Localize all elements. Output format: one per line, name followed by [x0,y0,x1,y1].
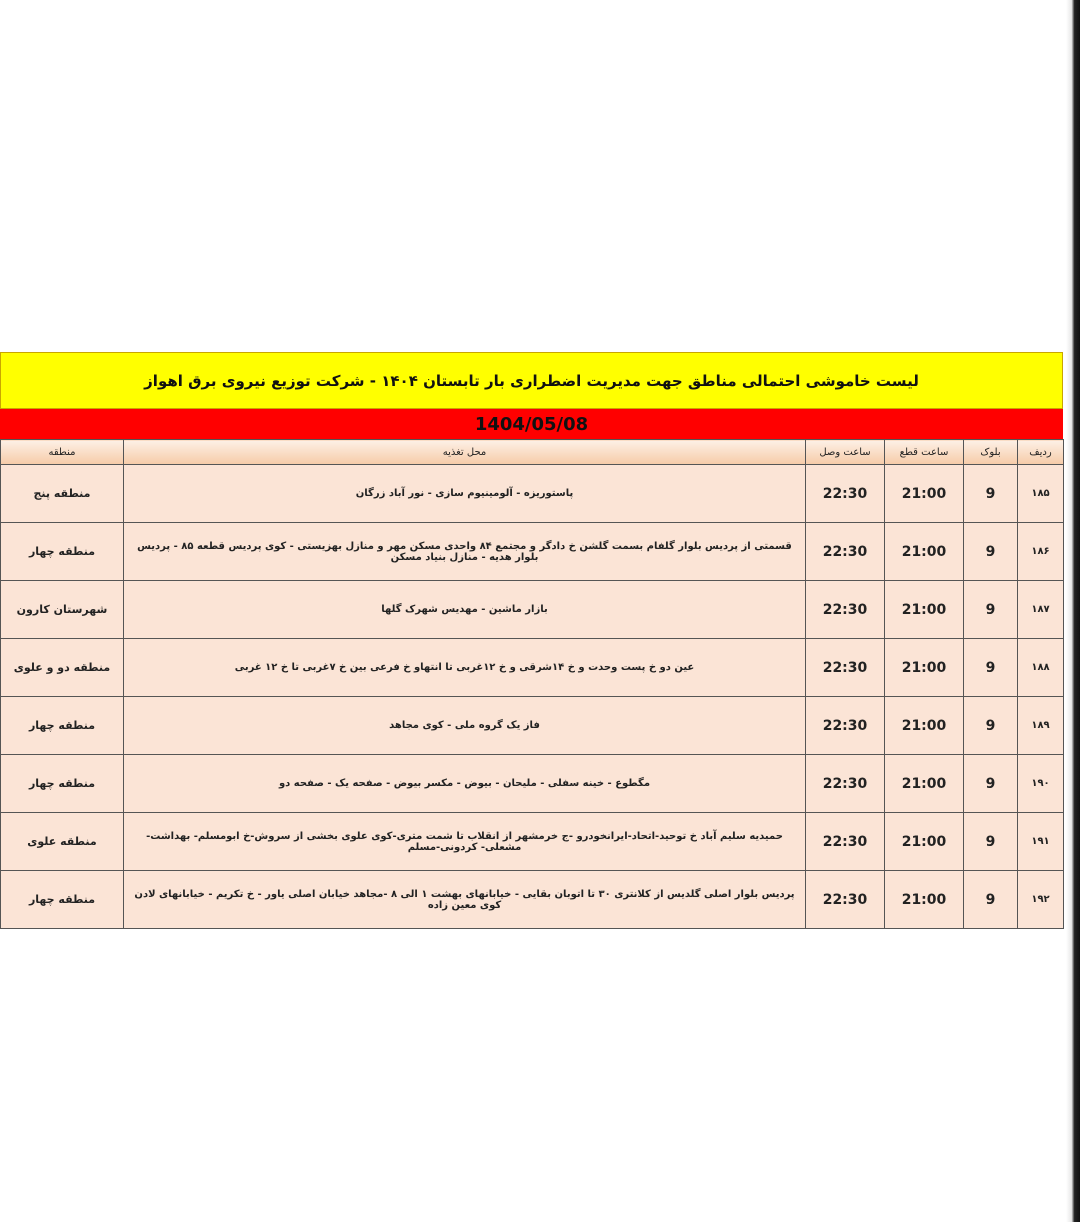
table-row [1,755,1064,813]
cell-block: 9 [964,697,1018,755]
col-block: بلوک [964,440,1018,465]
cell-block: 9 [964,639,1018,697]
cell-row-number: ۱۸۷ [1018,581,1064,639]
cell-region: منطقه پنج [1,465,124,523]
table-row [1,581,1064,639]
col-row: ردیف [1018,440,1064,465]
cell-block: 9 [964,871,1018,929]
cell-location: پردیس بلوار اصلی گلدیس از کلانتری ۳۰ تا اتوبان بقایی - خیابانهای بهشت ۱ الی ۸ -مجاهد خیابان اصلی یاور - خ تکریم - خیابانهای لادن کوی معین زاده [124,871,806,929]
cell-region: منطقه علوی [1,813,124,871]
cell-cut-time: 21:00 [885,465,964,523]
cell-restore-time: 22:30 [806,697,885,755]
cell-block: 9 [964,523,1018,581]
cell-location: پاستوریزه - آلومینیوم سازی - نور آباد زرگان [124,465,806,523]
outage-sheet [0,352,1063,929]
col-location: محل تغذیه [124,440,806,465]
cell-block: 9 [964,581,1018,639]
outage-table [0,439,1064,929]
cell-region: منطقه چهار [1,697,124,755]
table-header [1,440,1064,465]
cell-restore-time: 22:30 [806,523,885,581]
cell-region: منطقه چهار [1,755,124,813]
screen-edge [1066,0,1080,1222]
cell-cut-time: 21:00 [885,813,964,871]
cell-row-number: ۱۹۱ [1018,813,1064,871]
cell-region: منطقه چهار [1,871,124,929]
table-row [1,697,1064,755]
cell-row-number: ۱۸۶ [1018,523,1064,581]
cell-location: حمیدیه سلیم آباد خ توحید-اتحاد-ایرانخودرو -ج خرمشهر از انقلاب تا شمت متری-کوی علوی بخشی از سروش-خ ابومسلم- بهداشت- مشعلی- کردونی-مسلم [124,813,806,871]
col-restore-time: ساعت وصل [806,440,885,465]
cell-restore-time: 22:30 [806,581,885,639]
cell-location: قسمتی از پردیس بلوار گلفام بسمت گلشن خ دادگر و مجتمع ۸۴ واحدی مسکن مهر و منازل بهزیستی - کوی پردیس قطعه ۸۵ - پردیس بلوار هدیه - منازل بنیاد مسکن [124,523,806,581]
cell-location: بازار ماشین - مهدیس شهرک گلها [124,581,806,639]
table-row [1,465,1064,523]
cell-cut-time: 21:00 [885,871,964,929]
cell-location: مگطوع - خینه سفلی - ملیحان - بیوض - مکسر بیوض - صفحه یک - صفحه دو [124,755,806,813]
cell-row-number: ۱۸۵ [1018,465,1064,523]
table-row [1,523,1064,581]
cell-block: 9 [964,755,1018,813]
cell-restore-time: 22:30 [806,871,885,929]
cell-cut-time: 21:00 [885,639,964,697]
cell-cut-time: 21:00 [885,523,964,581]
cell-restore-time: 22:30 [806,465,885,523]
cell-block: 9 [964,465,1018,523]
cell-restore-time: 22:30 [806,639,885,697]
cell-cut-time: 21:00 [885,697,964,755]
cell-restore-time: 22:30 [806,755,885,813]
cell-cut-time: 21:00 [885,581,964,639]
sheet-date: 1404/05/08 [0,409,1063,439]
table-row [1,813,1064,871]
table-row [1,871,1064,929]
table-row [1,639,1064,697]
cell-row-number: ۱۹۲ [1018,871,1064,929]
cell-block: 9 [964,813,1018,871]
cell-location: عین دو خ پست وحدت و خ ۱۴شرقی و خ ۱۲غربی تا انتهاو خ فرعی بین خ ۷غربی تا خ ۱۲ غربی [124,639,806,697]
cell-region: منطقه چهار [1,523,124,581]
cell-region: شهرستان کارون [1,581,124,639]
cell-restore-time: 22:30 [806,813,885,871]
col-region: منطقه [1,440,124,465]
cell-row-number: ۱۸۹ [1018,697,1064,755]
cell-row-number: ۱۸۸ [1018,639,1064,697]
cell-location: فاز یک گروه ملی - کوی مجاهد [124,697,806,755]
cell-cut-time: 21:00 [885,755,964,813]
sheet-title: لیست خاموشی احتمالی مناطق جهت مدیریت اضطراری بار تابستان ۱۴۰۴ - شرکت توزیع نیروی برق اهواز [0,352,1063,409]
cell-region: منطقه دو و علوی [1,639,124,697]
col-cut-time: ساعت قطع [885,440,964,465]
cell-row-number: ۱۹۰ [1018,755,1064,813]
